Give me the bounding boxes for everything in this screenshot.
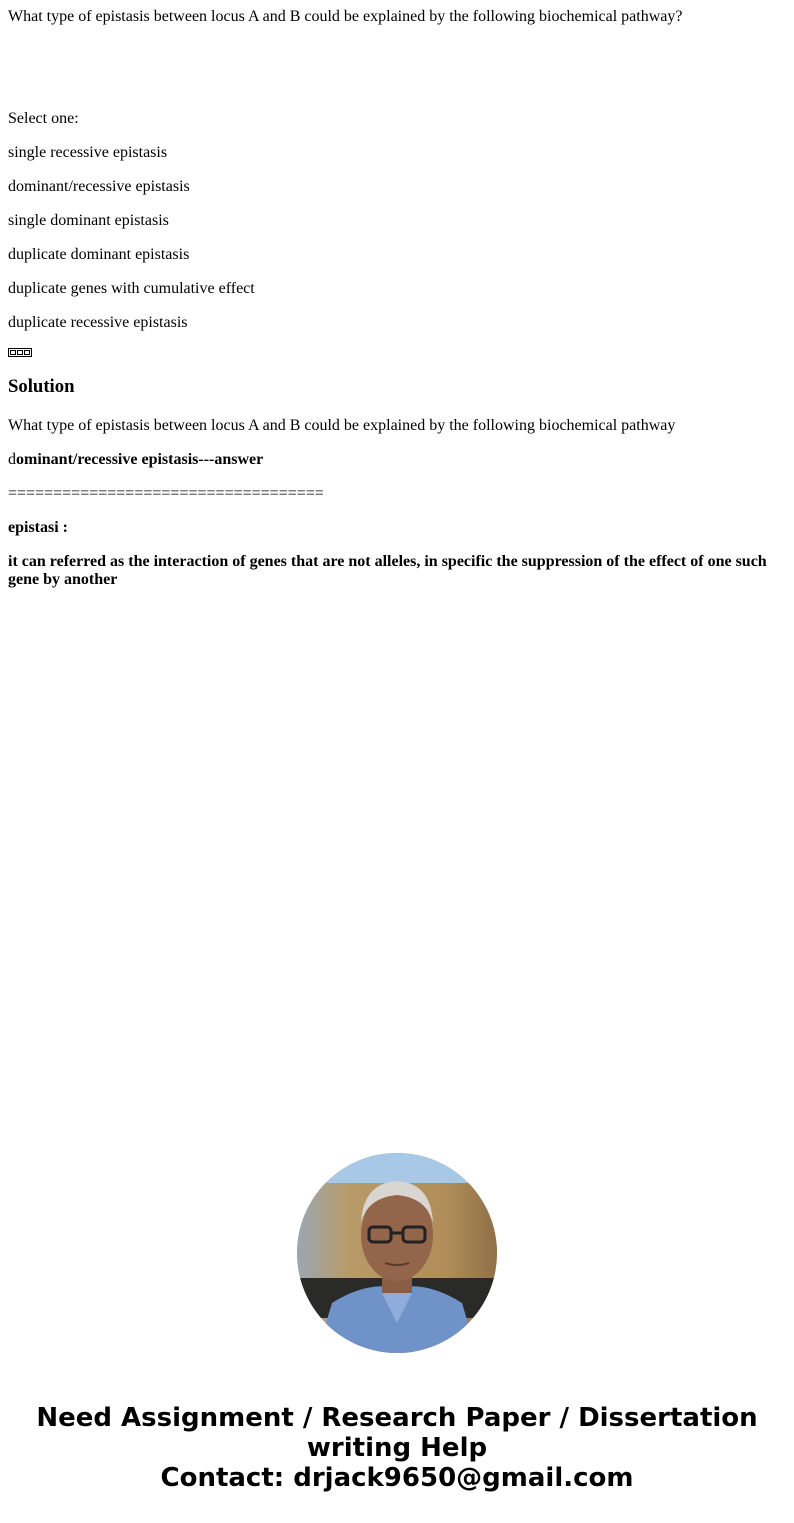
- term-heading: epistasi :: [8, 519, 68, 536]
- promo-line-2: writing Help: [306, 1433, 488, 1463]
- promo-line-1: Need Assignment / Research Paper / Dissertation: [36, 1403, 758, 1433]
- answer-bold-text: ominant/recessive epistasis---answer: [16, 451, 264, 468]
- option-duplicate-genes-cumulative-effect[interactable]: duplicate genes with cumulative effect: [8, 280, 255, 297]
- solution-question-text: What type of epistasis between locus A and B could be explained by the following biochemical pathway: [8, 417, 676, 434]
- promo-contact-line[interactable]: Contact: drjack9650@gmail.com: [160, 1463, 634, 1493]
- term-definition: it can referred as the interaction of genes that are not alleles, in specific the suppression of the effect of one such gene by another: [8, 553, 767, 588]
- option-single-dominant-epistasis[interactable]: single dominant epistasis: [8, 212, 169, 229]
- author-avatar: [297, 1153, 497, 1353]
- question-text: What type of epistasis between locus A and B could be explained by the following biochemical pathway?: [8, 8, 683, 25]
- missing-image-placeholder-icon: [8, 348, 32, 357]
- solution-answer: [8, 451, 263, 469]
- answer-options-list: [8, 144, 255, 348]
- promo-banner: [0, 1403, 794, 1493]
- option-duplicate-recessive-epistasis[interactable]: duplicate recessive epistasis: [8, 314, 188, 331]
- author-photo: [297, 1153, 497, 1353]
- answer-first-letter: d: [8, 451, 16, 468]
- option-duplicate-dominant-epistasis[interactable]: duplicate dominant epistasis: [8, 246, 190, 263]
- option-dominant-recessive-epistasis[interactable]: dominant/recessive epistasis: [8, 178, 190, 195]
- solution-heading: Solution: [8, 376, 75, 397]
- select-one-label: Select one:: [8, 110, 79, 127]
- text-divider: ===================================: [8, 485, 324, 502]
- option-single-recessive-epistasis[interactable]: single recessive epistasis: [8, 144, 168, 161]
